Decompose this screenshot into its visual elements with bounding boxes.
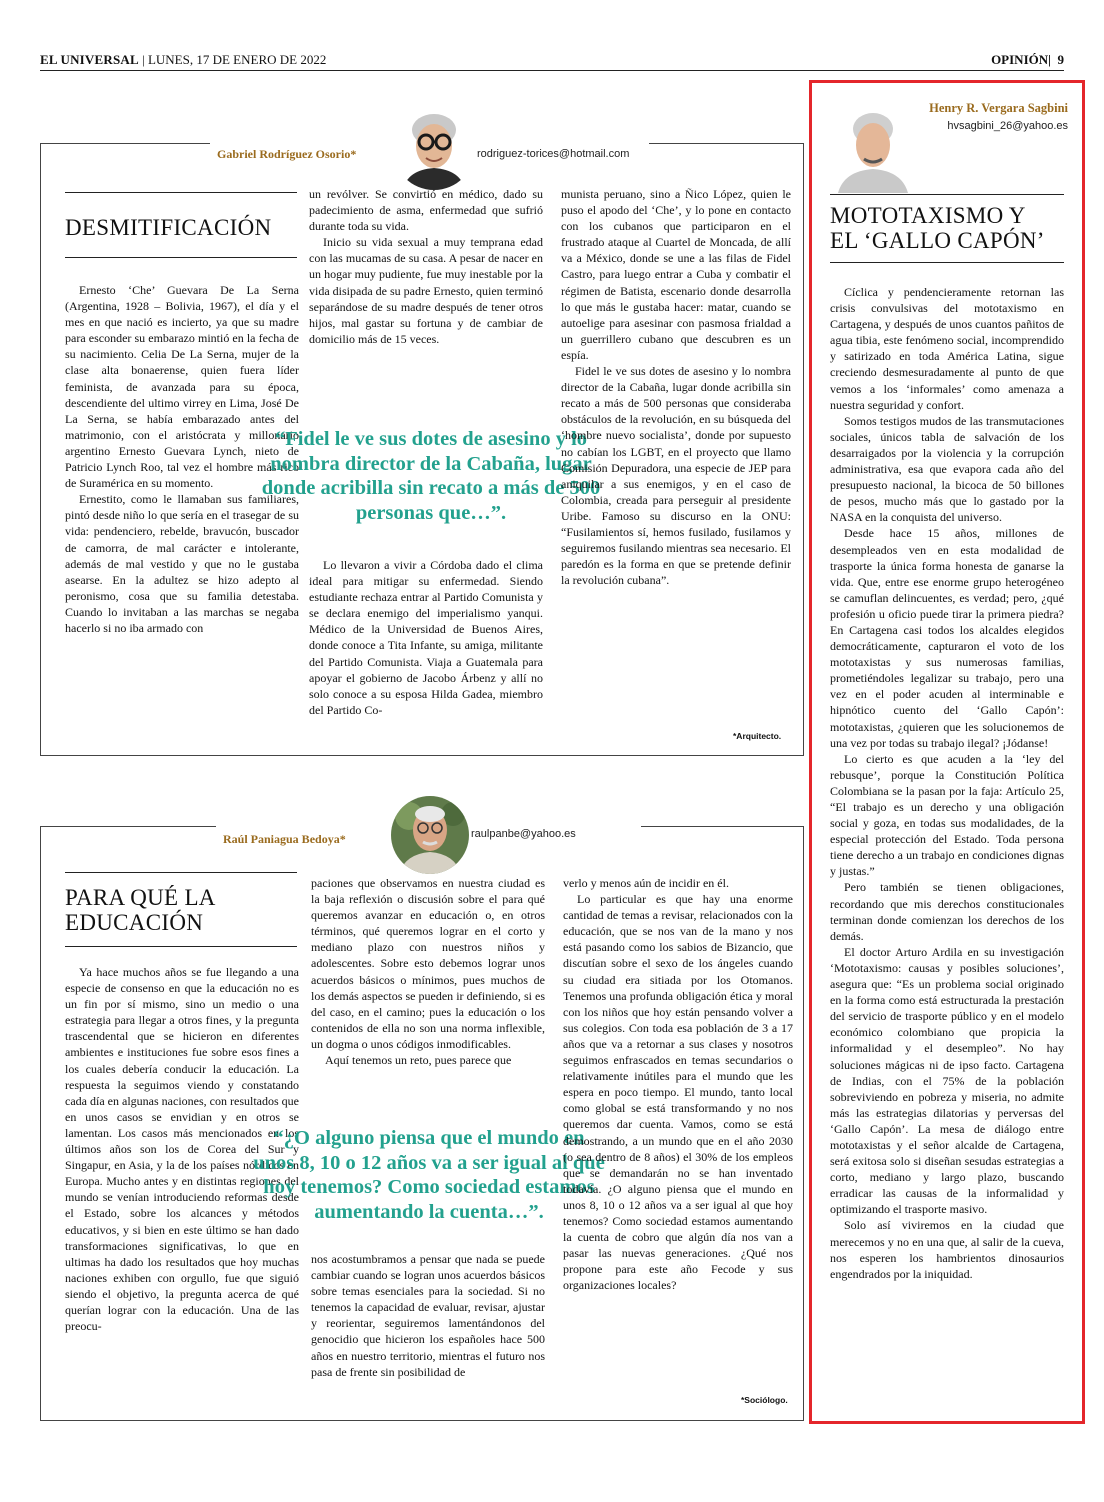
paragraph: Lo cierto es que acuden a la ‘ley del rebusque’, porque la Constitución Política Colombiana se la pasan por la faja: Artículo 25, “El trabajo es un derecho y una obligación social y goza, en todas sus modalidades, de la especial protección del Estado. Toda persona tiene derecho a un trabajo en condiciones dignas y justas.” <box>830 751 1064 879</box>
headline <box>830 203 1080 253</box>
issue-date: LUNES, 17 DE ENERO DE 2022 <box>147 52 327 67</box>
author-email: hvsagbini_26@yahoo.es <box>947 120 1068 132</box>
paragraph: Desde hace 15 años, millones de desempleados ven en esta modalidad de trasporte la única forma honesta de ganarse la vida. Que, entre ese enorme grupo heterogéneo se camuflan delincuentes, es verdad; pero, ¿qué profesión u oficio puede tirar la primera piedra? En Cartagena casi todos los alcaldes elegidos democráticamente, capturaron el voto de los mototaxistas y sus numerosas familias, prometiéndoles legalizar su trabajo, pero una vez en el poder acuden al interminable e hipnótico cuento del ‘Gallo Capón’: mototaxistas, ¿quieren que les solucionemos de una vez por todas su trabajo ilegal? ¡Jódanse! <box>830 526 1064 750</box>
author-photo <box>391 796 469 874</box>
headline-rule-bottom <box>65 257 297 258</box>
headline-rule-top <box>830 194 1064 195</box>
article-column <box>830 284 1064 1282</box>
headline-line-2: EL ‘GALLO CAPÓN’ <box>830 228 1045 253</box>
paragraph: Lo particular es que hay una enorme cantidad de temas a revisar, relacionados con la educación, que se nos van de la mano y nos está pasando como los sabios de Bizancio, que discutían sobre el sexo de los ángeles cuando su ciudad era sitiada por los Otomanos. Tenemos una profunda obligación ética y moral con los niños que hoy están pensando volver a sus colegios. Con toda esa población de 3 a 17 años que va a retornar a sus clases y nosotros seguimos enfrascados en temas secundarios o relativamente inútiles para el mundo que les espera en poco tiempo. El mundo, tanto local como global se está transformando y no nos queremos dar cuenta. Vamos, como se está demostrando, a un mundo que en el año 2030 (o sea dentro de 8 años) el 30% de los empleos que se demandarán no se han inventado todavía. ¿O alguno piensa que el mundo en unos 8, 10 o 12 años va a ser igual al que hoy tenemos? Como sociedad estamos aumentando la cuenta de cobro que algún día nos van a pasar las nuevas generaciones. ¿Qué nos propone para este año Fecode y sus organizaciones locales? <box>563 892 793 1293</box>
author-name: Gabriel Rodríguez Osorio* <box>217 147 357 161</box>
author-email: rodriguez-torices@hotmail.com <box>477 148 630 160</box>
article-column-3 <box>561 186 791 588</box>
paragraph: paciones que observamos en nuestra ciudad es la baja reflexión o discusión sobre el para qué queremos avanzar en educación o, en otros términos, qué queremos lograr en el corto y mediano plazo con nuestros niños y adolescentes. Sobre esto debemos lograr unos acuerdos básicos o mínimos, pues muchos de los demás aspectos se pueden ir definiendo, si es del caso, en el camino; pues la educación o los contenidos de ella no son una norma inflexible, un dogma o unos códigos inmodificables. <box>311 876 545 1051</box>
paragraph: nos acostumbramos a pensar que nada se puede cambiar cuando se logran unos acuerdos básicos sobre temas esenciales para la sociedad. Si no tenemos la capacidad de evaluar, revisar, ajustar y reorientar, seguiremos lamentándonos del genocidio que hicieron los españoles hace 500 años en nuestro territorio, mientras el futuro nos pasa de frente sin posibilidad de <box>311 1252 545 1379</box>
article-column-2-bottom <box>309 557 543 718</box>
paragraph: Lo llevaron a vivir a Córdoba dado el clima ideal para mitigar su enfermedad. Siendo estudiante rechaza entrar al Partido Comunista y se declara enemigo del imperialismo yanqui. Médico de la Universidad de Buenos Aires, donde conoce a Tita Infante, su amiga, militante del Partido Comunista. Viaja a Guatemala para apoyar el gobierno de Jacobo Árbenz y allí no solo conoce a su esposa Hilda Gadea, miembro del Partido Co- <box>309 558 543 717</box>
paragraph: munista peruano, sino a Ñico López, quien le puso el apodo del ‘Che’, y lo pone en contacto con los cubanos que participaron en el frustrado ataque al Cuartel de Moncada, de allí va a México, donde se une a las filas de Fidel Castro, para luego entrar a Cuba y combatir el régimen de Batista, escenario donde desarrolla lo que más le gustaba hacer: matar, cuando se autoelige para asesinar con pasmosa frialdad a un guerrillero cubano que descubren es un espía. <box>561 187 791 362</box>
paragraph: Ernesto ‘Che’ Guevara De La Serna (Argentina, 1928 – Bolivia, 1967), el día y el mes en que nació es incierto, ya que su madre para esconder su embarazo mintió en la fecha de su nacimiento. Celia De La Serna, mujer de la clase alta bonaerense, quien fuera líder feminista, de avanzada para su época, descendiente del ultimo virrey en Lima, José De La Serna, se había embarazado antes del matrimonio, con el aristócrata y millonario argentino Ernesto Guevara Lynch, nieto de Patricio Lynch Roo, tal vez el hombre más rico de Suramérica en su momento. <box>65 283 299 491</box>
paragraph: Solo así viviremos en la ciudad que merecemos y no en una que, al salir de la cueva, nos esperen los hambrientos dinosaurios engendrados por la iniquidad. <box>830 1218 1064 1281</box>
headline <box>65 885 315 935</box>
author-photo <box>393 108 475 190</box>
author-portrait-icon <box>832 103 914 193</box>
pull-quote: “¿O alguno piensa que el mundo en unos 8, 10 o 12 años va a ser igual al que hoy tenemos? Como sociedad estamos aumentando la cuenta…”. <box>253 1127 605 1223</box>
headline-rule-top <box>65 872 297 873</box>
masthead <box>40 52 1064 72</box>
author-email: raulpanbe@yahoo.es <box>471 828 576 840</box>
article-desmitificacion <box>40 143 804 756</box>
headline-line-1: PARA QUÉ LA <box>65 885 216 910</box>
paragraph: verlo y menos aún de incidir en él. <box>563 876 729 890</box>
article-column-3 <box>563 875 793 1293</box>
author-name: Raúl Paniagua Bedoya* <box>223 832 346 846</box>
author-photo <box>832 103 914 193</box>
author-signature: *Sociólogo. <box>741 1395 788 1405</box>
paragraph: Somos testigos mudos de las transmutaciones sociales, únicos tabla de salvación de los desarraigados por la violencia y la corrupción administrativa, esa que evapora cada año del presupuesto nacional, la bicoca de 50 billones de pesos, mucho más que lo gastado por la NASA en la conquista del universo. <box>830 413 1064 525</box>
paragraph: Fidel le ve sus dotes de asesino y lo nombra director de la Cabaña, lugar donde acribilla sin recato a más de 500 personas que consideraba obstáculos de la revolución, en su búsqueda del ‘hombre nuevo socialista’, donde por supuesto no cabían los LGBT, en el proyecto que llamo Comisión Depuradora, una especie de JEP para aniquilar a sus enemigos, y en el caso de Colombia, creada para perseguir al presidente Uribe. Famoso su discurso en la ONU: “Fusilamientos sí, hemos fusilado, fusilamos y seguiremos fusilando mientras sea necesario. El paredón es la forma en que se pretende definir la revolución cubana”. <box>561 364 791 588</box>
article-column-2-top <box>311 875 545 1068</box>
masthead-right: OPINIÓN| 9 <box>991 52 1064 67</box>
author-portrait-icon <box>391 796 469 874</box>
paragraph: Cíclica y pendencieramente retornan las crisis convulsivas del mototaxismo en Cartagena, y después de unos cuantos pañitos de agua tibia, este fenómeno social, incomprendido y satirizado en toda América Latina, sigue creciendo desmesuradamente al punto de que vemos a los ‘informales’ como amenaza a nuestra seguridad y confort. <box>830 285 1064 412</box>
paragraph: El doctor Arturo Ardila en su investigación ‘Mototaxismo: causas y posibles soluciones’, asegura que: “Es un problema social originado en la forma como está estructurada la prestación del servicio de trasporte público y en el modelo económico colombiano que propicia la informalidad y el desempleo”. No hay soluciones mágicas ni de ipso facto. Cartagena de Indias, con el 75% de la población sobreviviendo en pobreza y miseria, no admite más las estrategias dilatorias y perversas del ‘Gallo Capón’. La mesa de diálogo entre mototaxistas y el señor alcalde de Cartagena, será exitosa solo si diseñan sesudas estrategias a corto, mediano y largo plazo, buscando erradicar las causas de la informalidad y optimizando el trasporte masivo. <box>830 944 1064 1217</box>
paragraph: Ernestito, como le llamaban sus familiares, pintó desde niño lo que sería en el trasegar de su vida: pendenciero, rebelde, bravucón, buscador de camorra, de mal carácter e intolerante, además de mal vestido y que no le gustaba asearse. En la adultez se hizo adepto al peronismo, cosa que su familia detestaba. Cuando lo invitaban a las marchas se negaba hacerlo si no iba armado con <box>65 492 299 635</box>
author-signature: *Arquitecto. <box>733 731 782 741</box>
pull-quote: “Fidel le ve sus dotes de asesino y lo nombra director de la Cabaña, lugar donde acribilla sin recato a más de 500 personas que…”. <box>261 428 601 524</box>
article-mototaxismo-highlight <box>809 80 1085 1424</box>
article-column-2-bottom <box>311 1251 545 1380</box>
paragraph: Aquí tenemos un reto, pues parece que <box>325 1053 512 1068</box>
headline-rule-top <box>65 192 297 193</box>
article-column-2-top <box>309 186 543 347</box>
headline: DESMITIFICACIÓN <box>65 215 272 240</box>
paragraph: Inicio su vida sexual a muy temprana edad con las mucamas de su casa. A pesar de nacer en un hogar muy pudiente, fue muy inestable por la vida disipada de su padre Ernesto, quien terminó separándose de su madre después de tener otros hijos, mal gastar su fortuna y de cambiar de domicilio más de 15 veces. <box>309 235 543 346</box>
headline-rule-bottom <box>65 946 297 947</box>
paper-name: EL UNIVERSAL <box>40 52 139 67</box>
paragraph: Ya hace muchos años se fue llegando a una especie de consenso en que la educación no es un fin por sí mismo, sino un medio o una estrategia para llegar a otros fines, y la pregunta trascendental que se hicieron en diferentes ambientes e instituciones fue sobre esos fines a los cuales debería conducir la educación. La respuesta la seguimos viendo y constatando cada día en algunas naciones, con resultados que en unos casos se envidian y en otros se lamentan. Los casos más mencionados en los últimos años son los de Corea del Sur y Singapur, en Asia, y la de los países nórdicos en Europa. Mucho antes y en distintas regiones del mundo se venían introduciendo reformas desde el Estado, sobre los alcances y métodos educativos, y si bien en este último se han dado transformaciones significativas, lo que en ultimas ha dado los resultados que hoy muchas naciones exhiben con orgullo, fue que siguió siendo el objetivo, la pregunta acerca de qué querían lograr con la educación. Una de las preocu- <box>65 965 299 1334</box>
paragraph: un revólver. Se convirtió en médico, dado su padecimiento de asma, enfermedad que sufrió durante toda su vida. <box>309 187 543 234</box>
masthead-rule <box>40 70 1064 71</box>
paragraph: Pero también se tienen obligaciones, recordando que mis derechos constitucionales terminan donde comienzan los derechos de los demás. <box>830 880 1064 943</box>
masthead-left: EL UNIVERSAL | LUNES, 17 DE ENERO DE 2022 <box>40 52 327 67</box>
author-portrait-icon <box>393 108 475 190</box>
page-number: 9 <box>1057 52 1064 67</box>
section-name: OPINIÓN <box>991 52 1049 67</box>
headline-rule-bottom <box>830 262 1064 263</box>
headline-line-1: MOTOTAXISMO Y <box>830 203 1026 228</box>
article-para-que-la-educacion <box>40 826 804 1421</box>
author-name: Henry R. Vergara Sagbini <box>929 101 1068 115</box>
headline-line-2: EDUCACIÓN <box>65 910 204 935</box>
